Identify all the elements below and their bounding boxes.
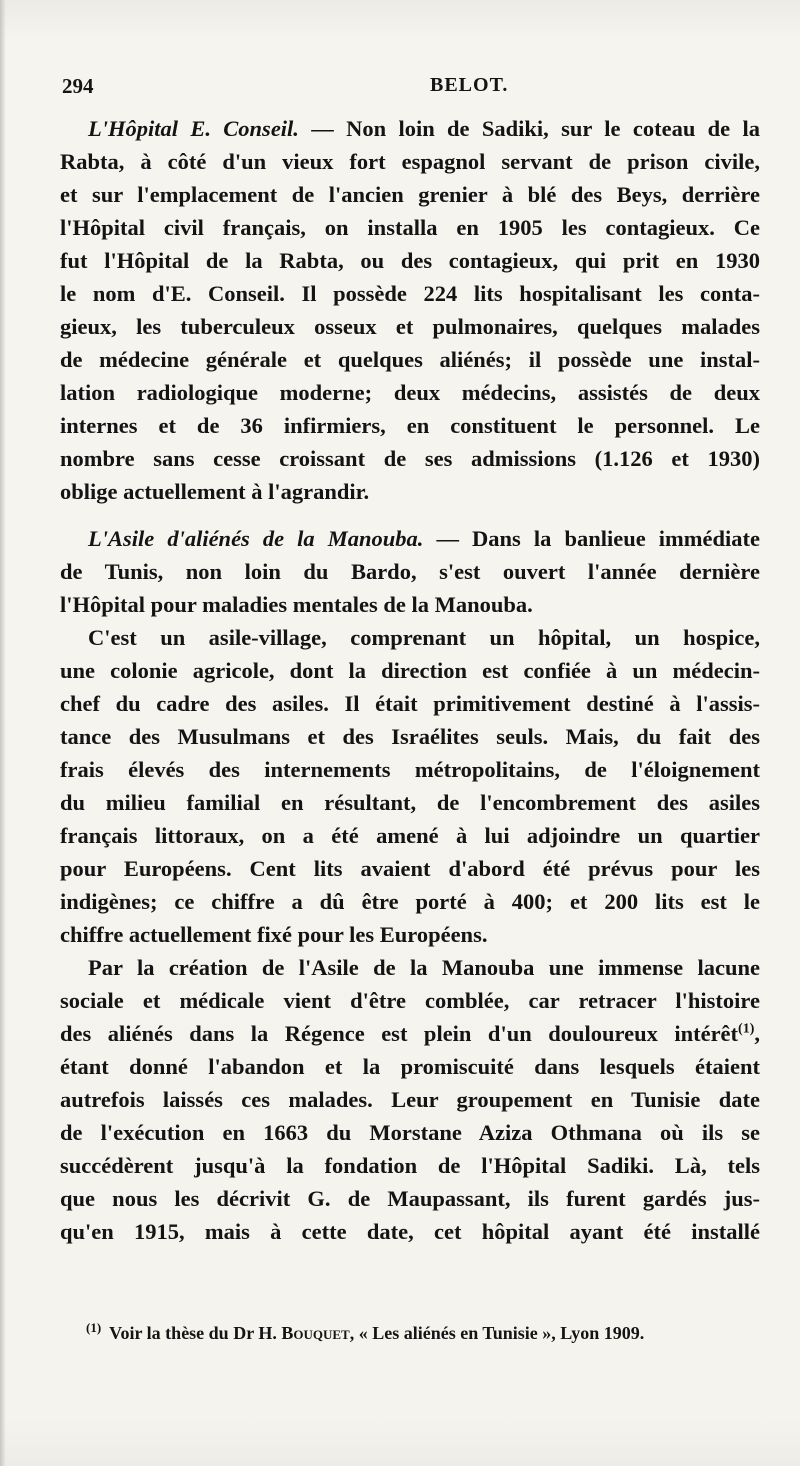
paragraph-1-line [60, 376, 760, 409]
line-text: tance des Musulmans et des Israélites seuls. Mais, du fait des [60, 724, 760, 749]
line-text: oblige actuellement à l'agrandir. [60, 479, 370, 504]
body-text [60, 112, 760, 1248]
line-text: — Dans la banlieue immédiate [423, 526, 760, 551]
line-text: Par la création de l'Asile de la Manouba une immense lacune [88, 955, 760, 980]
line-text: de Tunis, non loin du Bardo, s'est ouvert l'année dernière [60, 559, 760, 584]
line-text: des aliénés dans la Régence est plein d'un douloureux intérêt [60, 1021, 739, 1046]
line-text: chef du cadre des asiles. Il était primitivement destiné à l'assis- [60, 691, 760, 716]
paragraph-4-line [60, 1017, 760, 1050]
paragraph-1-line [60, 244, 760, 277]
line-text: pour Européens. Cent lits avaient d'abord été prévus pour les [60, 856, 760, 881]
line-text: et sur l'emplacement de l'ancien grenier à blé des Beys, derrière [60, 182, 760, 207]
line-text: qu'en 1915, mais à cette date, cet hôpital ayant été installé [60, 1219, 760, 1244]
line-text: de l'exécution en 1663 du Morstane Aziza Othmana où ils se [60, 1120, 760, 1145]
line-text: que nous les décrivit G. de Maupassant, ils furent gardés jus- [60, 1186, 760, 1211]
line-text: l'Hôpital civil français, on installa en 1905 les contagieux. Ce [60, 215, 760, 240]
section-lead-title: L'Asile d'aliénés de la Manouba. [88, 526, 424, 551]
paragraph-4-line [60, 984, 760, 1017]
paragraph-2-line [60, 555, 760, 588]
line-text: chiffre actuellement fixé pour les Européens. [60, 922, 488, 947]
paragraph-1-line [60, 475, 760, 508]
footnote-author: Bouquet [281, 1323, 350, 1343]
paragraph-3-line [60, 885, 760, 918]
line-text: nombre sans cesse croissant de ses admissions (1.126 et 1930) [60, 446, 760, 471]
footnote-text-after: , « Les aliénés en Tunisie », Lyon 1909. [349, 1323, 645, 1343]
paragraph-4-line [60, 1050, 760, 1083]
line-text: internes et de 36 infirmiers, en constituent le personnel. Le [60, 413, 760, 438]
paragraph-4-line [60, 1182, 760, 1215]
line-text: l'Hôpital pour maladies mentales de la Manouba. [60, 592, 533, 617]
line-text: Rabta, à côté d'un vieux fort espagnol servant de prison civile, [60, 149, 760, 174]
footnote-mark: (1) [86, 1320, 102, 1335]
paragraph-4-line [60, 1215, 760, 1248]
paragraph-1-line [60, 409, 760, 442]
paragraph-1-line [60, 310, 760, 343]
line-text: indigènes; ce chiffre a dû être porté à 400; et 200 lits est le [60, 889, 760, 914]
line-text: C'est un asile-village, comprenant un hôpital, un hospice, [88, 625, 760, 650]
paragraph-1-line [60, 277, 760, 310]
line-text: fut l'Hôpital de la Rabta, ou des contagieux, qui prit en 1930 [60, 248, 760, 273]
line-text: gieux, les tuberculeux osseux et pulmonaires, quelques malades [60, 314, 760, 339]
paragraph-1-line [60, 343, 760, 376]
paragraph-3-line [60, 819, 760, 852]
footnote-reference-suffix: , [754, 1021, 760, 1046]
line-text: le nom d'E. Conseil. Il possède 224 lits hospitalisant les conta- [60, 281, 760, 306]
paragraph-1-line [60, 112, 760, 145]
paragraph-1-line [60, 178, 760, 211]
paragraph-3-line [60, 786, 760, 819]
footnote-text-before: Voir la thèse du Dr H. [109, 1323, 282, 1343]
running-head: BELOT. [430, 74, 509, 96]
line-text: sociale et médicale vient d'être comblée, car retracer l'histoire [60, 988, 760, 1013]
paragraph-1-line [60, 442, 760, 475]
paragraph-2-line [60, 522, 760, 555]
paragraph-3-line [60, 621, 760, 654]
paragraph-3-line [60, 753, 760, 786]
paragraph-1-line [60, 145, 760, 178]
paragraph-1-line [60, 211, 760, 244]
paragraph-3-line [60, 852, 760, 885]
footnote [86, 1321, 766, 1345]
section-lead-title: L'Hôpital E. Conseil. [88, 116, 299, 141]
paragraph-4-line [60, 1083, 760, 1116]
paragraph-3-line [60, 687, 760, 720]
page-number: 294 [62, 74, 94, 98]
paragraph-4-line [60, 1116, 760, 1149]
line-text: autrefois laissés ces malades. Leur groupement en Tunisie date [60, 1087, 760, 1112]
paragraph-4-line [60, 1149, 760, 1182]
line-text: frais élevés des internements métropolitains, de l'éloignement [60, 757, 760, 782]
line-text: de médecine générale et quelques aliénés; il possède une instal- [60, 347, 760, 372]
page-header [62, 72, 762, 102]
paragraph-2-line [60, 588, 760, 621]
footnote-reference: (1) [738, 1021, 755, 1037]
line-text: une colonie agricole, dont la direction est confiée à un médecin- [60, 658, 760, 683]
paragraph-3-line [60, 654, 760, 687]
line-text: français littoraux, on a été amené à lui adjoindre un quartier [60, 823, 760, 848]
line-text: lation radiologique moderne; deux médecins, assistés de deux [60, 380, 760, 405]
line-text: étant donné l'abandon et la promiscuité dans lesquels étaient [60, 1054, 760, 1079]
line-text: succédèrent jusqu'à la fondation de l'Hôpital Sadiki. Là, tels [60, 1153, 760, 1178]
paragraph-gap [60, 508, 760, 522]
line-text: du milieu familial en résultant, de l'encombrement des asiles [60, 790, 760, 815]
line-text: — Non loin de Sadiki, sur le coteau de la [298, 116, 760, 141]
paragraph-3-line [60, 720, 760, 753]
paragraph-4-line [60, 951, 760, 984]
paragraph-3-line [60, 918, 760, 951]
